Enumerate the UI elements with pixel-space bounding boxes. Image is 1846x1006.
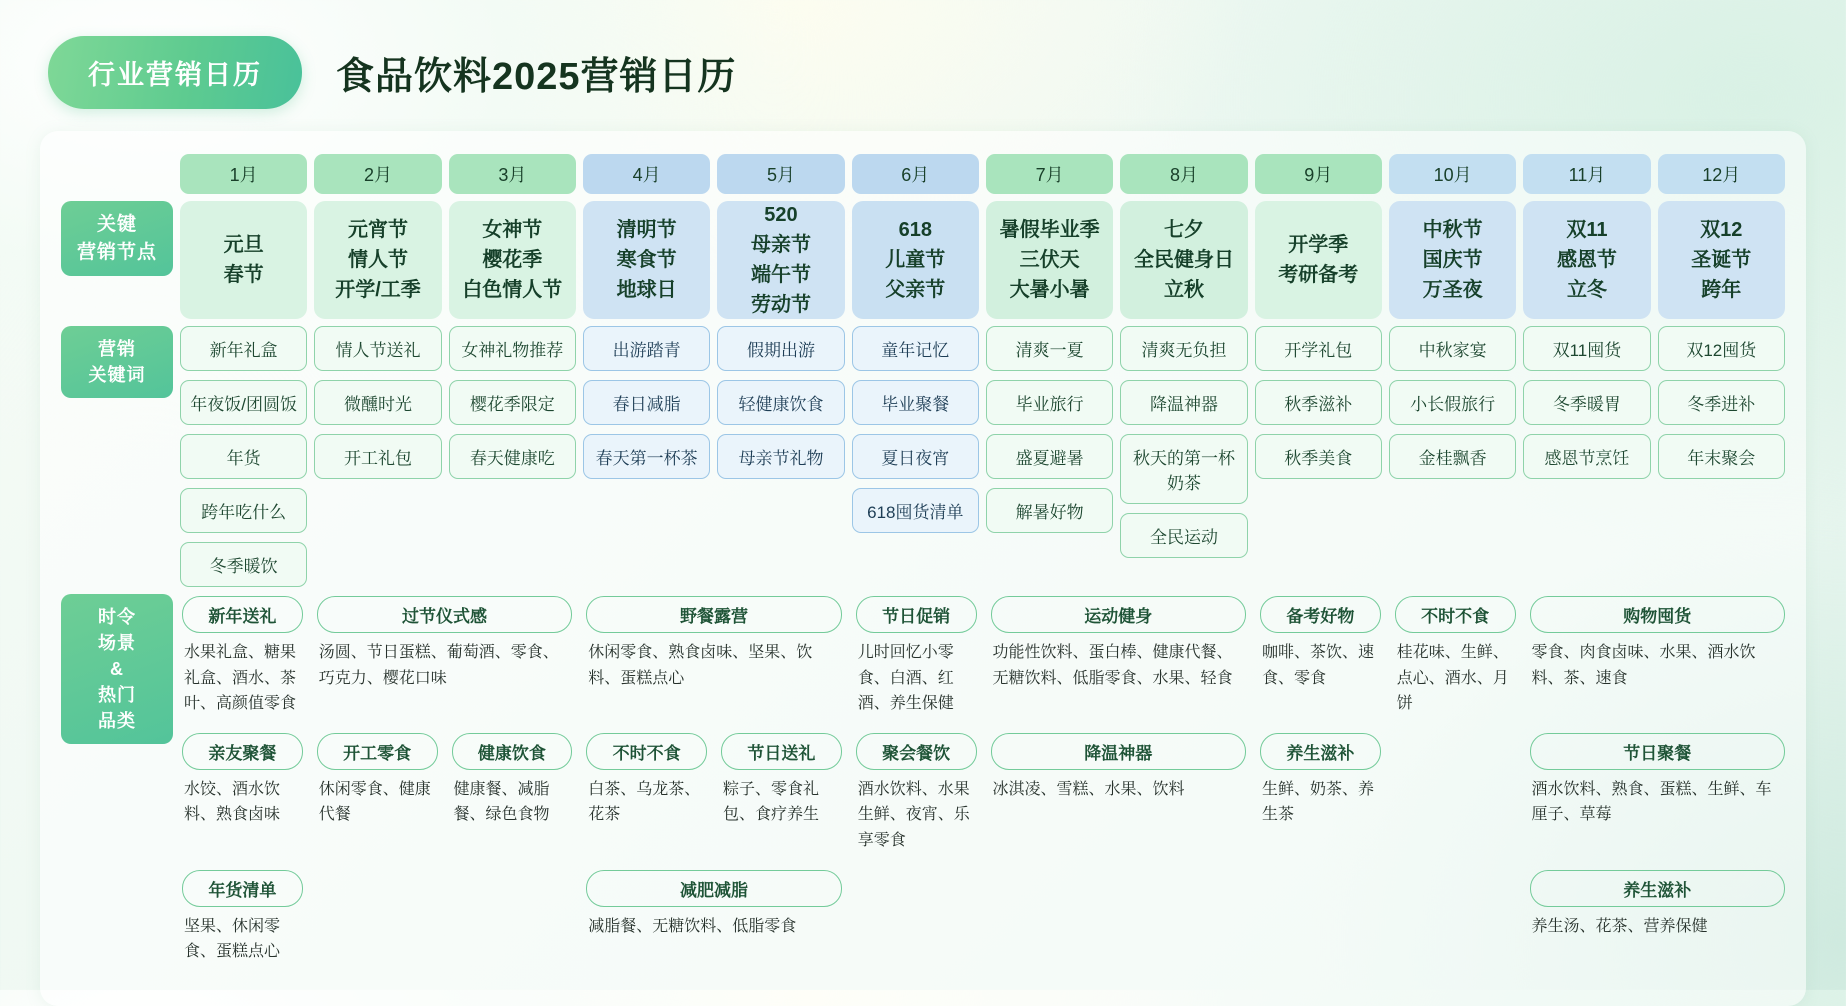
key-node-line: 暑假毕业季 [999, 219, 1100, 241]
keyword-chip[interactable]: 新年礼盒 [180, 326, 307, 371]
keyword-chip[interactable]: 冬季暖饮 [180, 542, 307, 587]
page-title: 食品饮料2025营销日历 [336, 56, 737, 98]
keyword-chip[interactable]: 小长假旅行 [1389, 380, 1516, 425]
scene-pill[interactable]: 年货清单 [182, 870, 303, 907]
keyword-chip[interactable]: 双11囤货 [1523, 326, 1650, 371]
scene-pill[interactable]: 开工零食 [317, 733, 438, 770]
key-node-line: 520 [764, 204, 798, 226]
month-header-5[interactable]: 5月 [717, 154, 844, 194]
key-node-cell-8[interactable] [1120, 201, 1247, 319]
key-node-cell-2[interactable] [314, 201, 441, 319]
key-node-line: 母亲节 [750, 234, 811, 256]
scene-block [856, 596, 977, 729]
scene-pill[interactable]: 节日送礼 [721, 733, 842, 770]
scene-pill[interactable]: 不时不食 [586, 733, 707, 770]
month-header-6[interactable]: 6月 [852, 154, 979, 194]
key-node-line: 樱花季 [482, 249, 543, 271]
key-node-cell-6[interactable] [852, 201, 979, 319]
month-header-7[interactable]: 7月 [986, 154, 1113, 194]
scene-area [180, 594, 1785, 981]
month-header-row [61, 154, 1785, 194]
month-header-3[interactable]: 3月 [449, 154, 576, 194]
key-node-line: 三伏天 [1019, 249, 1080, 271]
key-node-cell-5[interactable] [717, 201, 844, 319]
keyword-chip[interactable]: 秋天的第一杯奶茶 [1120, 434, 1247, 504]
key-node-line: 端午节 [750, 264, 811, 286]
key-node-cell-7[interactable] [986, 201, 1113, 319]
scene-pill[interactable]: 降温神器 [991, 733, 1247, 770]
scene-text: 养生汤、花茶、营养保健 [1531, 917, 1708, 935]
scene-pill[interactable]: 运动健身 [991, 596, 1247, 633]
keyword-chip[interactable]: 跨年吃什么 [180, 488, 307, 533]
scene-pill[interactable]: 养生滋补 [1260, 733, 1381, 770]
key-node-line: 父亲节 [885, 279, 946, 301]
keyword-chip[interactable]: 冬季进补 [1658, 380, 1785, 425]
scene-text: 水果礼盒、糖果礼盒、酒水、茶叶、高颜值零食 [184, 644, 297, 713]
keyword-chip[interactable]: 开工礼包 [314, 434, 441, 479]
scene-pill[interactable]: 备考好物 [1260, 596, 1381, 633]
key-node-line: 元宵节 [347, 219, 408, 241]
key-node-line: 儿童节 [885, 249, 946, 271]
key-node-line: 圣诞节 [1691, 249, 1752, 271]
row-label-scenes: 时令 场景 & 热门 品类 [61, 594, 173, 744]
scene-text: 粽子、零食礼包、食疗养生 [723, 780, 820, 824]
scene-block [1395, 596, 1516, 729]
keyword-chip[interactable]: 出游踏青 [583, 326, 710, 371]
row-label-key-nodes: 关键 营销节点 [61, 201, 173, 276]
keyword-column-4 [583, 326, 710, 479]
row-label-keywords: 营销 关键词 [61, 326, 173, 398]
key-node-cell-11[interactable] [1523, 201, 1650, 319]
keyword-column-7 [986, 326, 1113, 533]
month-header-11[interactable]: 11月 [1523, 154, 1650, 194]
keyword-chip[interactable]: 母亲节礼物 [717, 434, 844, 479]
scene-block [721, 733, 842, 866]
keyword-chip[interactable]: 冬季暖胃 [1523, 380, 1650, 425]
keyword-chip[interactable]: 夏日夜宵 [852, 434, 979, 479]
scene-text: 坚果、休闲零食、蛋糕点心 [184, 917, 281, 961]
scene-text: 桂花味、生鲜、点心、酒水、月饼 [1396, 644, 1509, 713]
keyword-chip[interactable]: 童年记忆 [852, 326, 979, 371]
scene-text: 儿时回忆小零食、白酒、红酒、养生保健 [857, 644, 954, 713]
key-node-line: 双11 [1566, 219, 1608, 241]
key-node-cell-4[interactable] [583, 201, 710, 319]
keyword-chip[interactable]: 年末聚会 [1658, 434, 1785, 479]
scene-block [991, 733, 1247, 866]
keyword-chip[interactable]: 金桂飘香 [1389, 434, 1516, 479]
keyword-chip[interactable]: 微醺时光 [314, 380, 441, 425]
keyword-column-3 [449, 326, 576, 479]
scene-pill[interactable]: 亲友聚餐 [182, 733, 303, 770]
key-nodes-row [61, 201, 1785, 319]
key-node-line: 清明节 [616, 219, 677, 241]
keyword-chip[interactable]: 盛夏避暑 [986, 434, 1113, 479]
month-header-9[interactable]: 9月 [1255, 154, 1382, 194]
scene-pill[interactable]: 聚会餐饮 [856, 733, 977, 770]
scene-pill[interactable]: 不时不食 [1395, 596, 1516, 633]
key-node-line: 春节 [223, 264, 264, 286]
scene-block [1530, 596, 1786, 729]
scene-block [1260, 596, 1381, 729]
scene-text: 咖啡、茶饮、速食、零食 [1262, 644, 1375, 687]
keyword-column-2 [314, 326, 441, 479]
calendar-grid [54, 147, 1792, 988]
scene-block [317, 596, 573, 729]
key-node-cell-10[interactable] [1389, 201, 1516, 319]
keyword-chip[interactable]: 开学礼包 [1255, 326, 1382, 371]
keyword-column-10 [1389, 326, 1516, 479]
scene-pill[interactable]: 养生滋补 [1530, 870, 1786, 907]
scene-pill[interactable]: 野餐露营 [586, 596, 842, 633]
key-node-line: 劳动节 [750, 294, 811, 316]
key-node-line: 中秋节 [1422, 219, 1483, 241]
scene-pill[interactable]: 购物囤货 [1530, 596, 1786, 633]
scene-block [586, 870, 842, 977]
keyword-chip[interactable]: 降温神器 [1120, 380, 1247, 425]
key-node-line: 感恩节 [1556, 249, 1617, 271]
scene-text: 零食、肉食卤味、水果、酒水饮料、茶、速食 [1531, 644, 1756, 687]
keyword-chip[interactable]: 中秋家宴 [1389, 326, 1516, 371]
scene-pill[interactable]: 减肥减脂 [586, 870, 842, 907]
key-node-cell-9[interactable] [1255, 201, 1382, 319]
scene-pill[interactable]: 过节仪式感 [317, 596, 573, 633]
key-node-line: 立秋 [1163, 279, 1204, 301]
scene-text: 功能性饮料、蛋白棒、健康代餐、无糖饮料、低脂零食、水果、轻食 [992, 644, 1233, 687]
key-node-line: 国庆节 [1422, 249, 1483, 271]
keyword-chip[interactable]: 感恩节烹饪 [1523, 434, 1650, 479]
keyword-chip[interactable]: 年货 [180, 434, 307, 479]
keyword-column-6 [852, 326, 979, 533]
keyword-chip[interactable]: 秋季滋补 [1255, 380, 1382, 425]
key-node-cell-3[interactable] [449, 201, 576, 319]
keyword-chip[interactable]: 毕业旅行 [986, 380, 1113, 425]
key-node-line: 女神节 [482, 219, 543, 241]
key-node-line: 大暑小暑 [1009, 279, 1090, 301]
month-header-12[interactable]: 12月 [1658, 154, 1785, 194]
key-node-line: 元旦 [223, 234, 264, 256]
scene-block [182, 733, 303, 866]
keyword-column-5 [717, 326, 844, 479]
keyword-column-12 [1658, 326, 1785, 479]
scene-text: 酒水饮料、水果生鲜、夜宵、乐享零食 [857, 780, 970, 849]
scene-block [1260, 733, 1381, 866]
key-node-line: 地球日 [616, 279, 677, 301]
page-header [0, 0, 1846, 109]
scenes-row [61, 594, 1785, 981]
scene-text: 酒水饮料、熟食、蛋糕、生鲜、车厘子、草莓 [1531, 780, 1772, 824]
month-header-1[interactable]: 1月 [180, 154, 307, 194]
keyword-chip[interactable]: 双12囤货 [1658, 326, 1785, 371]
scene-pill[interactable]: 节日聚餐 [1530, 733, 1786, 770]
scene-text: 水饺、酒水饮料、熟食卤味 [184, 780, 281, 824]
keyword-chip[interactable]: 毕业聚餐 [852, 380, 979, 425]
key-node-line: 开学/工季 [335, 279, 421, 301]
scene-block [182, 870, 303, 977]
scene-text: 休闲零食、熟食卤味、坚果、饮料、蛋糕点心 [588, 644, 813, 687]
keyword-column-1 [180, 326, 307, 587]
keyword-chip[interactable]: 秋季美食 [1255, 434, 1382, 479]
scene-pill[interactable]: 健康饮食 [452, 733, 573, 770]
scene-pill[interactable]: 节日促销 [856, 596, 977, 633]
scene-block [1530, 870, 1786, 977]
keyword-chip[interactable]: 樱花季限定 [449, 380, 576, 425]
key-node-line: 618 [898, 219, 932, 241]
key-node-cell-12[interactable] [1658, 201, 1785, 319]
scene-block [182, 596, 303, 729]
scene-block [452, 733, 573, 866]
scene-text: 休闲零食、健康代餐 [318, 780, 431, 824]
keyword-chip[interactable]: 假期出游 [717, 326, 844, 371]
scene-text: 减脂餐、无糖饮料、低脂零食 [588, 917, 797, 935]
keyword-chip[interactable]: 春天健康吃 [449, 434, 576, 479]
month-header-10[interactable]: 10月 [1389, 154, 1516, 194]
scene-text: 白茶、乌龙茶、花茶 [588, 780, 701, 824]
month-header-4[interactable]: 4月 [583, 154, 710, 194]
keyword-column-11 [1523, 326, 1650, 479]
keywords-row [61, 326, 1785, 587]
key-node-line: 考研备考 [1278, 264, 1359, 286]
keyword-chip[interactable]: 解暑好物 [986, 488, 1113, 533]
scene-text: 冰淇凌、雪糕、水果、饮料 [992, 780, 1185, 798]
keyword-chip[interactable]: 情人节送礼 [314, 326, 441, 371]
month-header-8[interactable]: 8月 [1120, 154, 1247, 194]
key-node-line: 双12 [1700, 219, 1743, 241]
scene-text: 生鲜、奶茶、养生茶 [1262, 780, 1375, 824]
key-node-line: 跨年 [1701, 279, 1742, 301]
keyword-chip[interactable]: 618囤货清单 [852, 488, 979, 533]
scene-text: 健康餐、减脂餐、绿色食物 [453, 780, 550, 824]
scene-block [856, 733, 977, 866]
scene-block [317, 733, 438, 866]
key-node-cell-1[interactable] [180, 201, 307, 319]
key-node-line: 七夕 [1163, 219, 1204, 241]
scene-block [586, 733, 707, 866]
scene-pill[interactable]: 新年送礼 [182, 596, 303, 633]
keyword-chip[interactable]: 女神礼物推荐 [449, 326, 576, 371]
scene-block [1530, 733, 1786, 866]
key-node-line: 白色情人节 [462, 279, 563, 301]
scene-block [991, 596, 1247, 729]
keyword-chip[interactable]: 春天第一杯茶 [583, 434, 710, 479]
category-badge: 行业营销日历 [48, 36, 302, 109]
month-header-2[interactable]: 2月 [314, 154, 441, 194]
scene-text: 汤圆、节日蛋糕、葡萄酒、零食、巧克力、樱花口味 [318, 644, 559, 687]
keyword-chip[interactable]: 春日减脂 [583, 380, 710, 425]
key-node-line: 情人节 [347, 249, 408, 271]
key-node-line: 万圣夜 [1422, 279, 1483, 301]
keyword-column-8 [1120, 326, 1247, 558]
keyword-chip[interactable]: 清爽无负担 [1120, 326, 1247, 371]
key-node-line: 立冬 [1566, 279, 1607, 301]
keyword-chip[interactable]: 年夜饭/团圆饭 [180, 380, 307, 425]
key-node-line: 开学季 [1288, 234, 1349, 256]
key-node-line: 寒食节 [616, 249, 677, 271]
scene-block [586, 596, 842, 729]
calendar-board [40, 131, 1806, 1006]
keyword-chip[interactable]: 轻健康饮食 [717, 380, 844, 425]
key-node-line: 全民健身日 [1133, 249, 1234, 271]
keyword-chip[interactable]: 清爽一夏 [986, 326, 1113, 371]
keyword-column-9 [1255, 326, 1382, 479]
keyword-chip[interactable]: 全民运动 [1120, 513, 1247, 558]
